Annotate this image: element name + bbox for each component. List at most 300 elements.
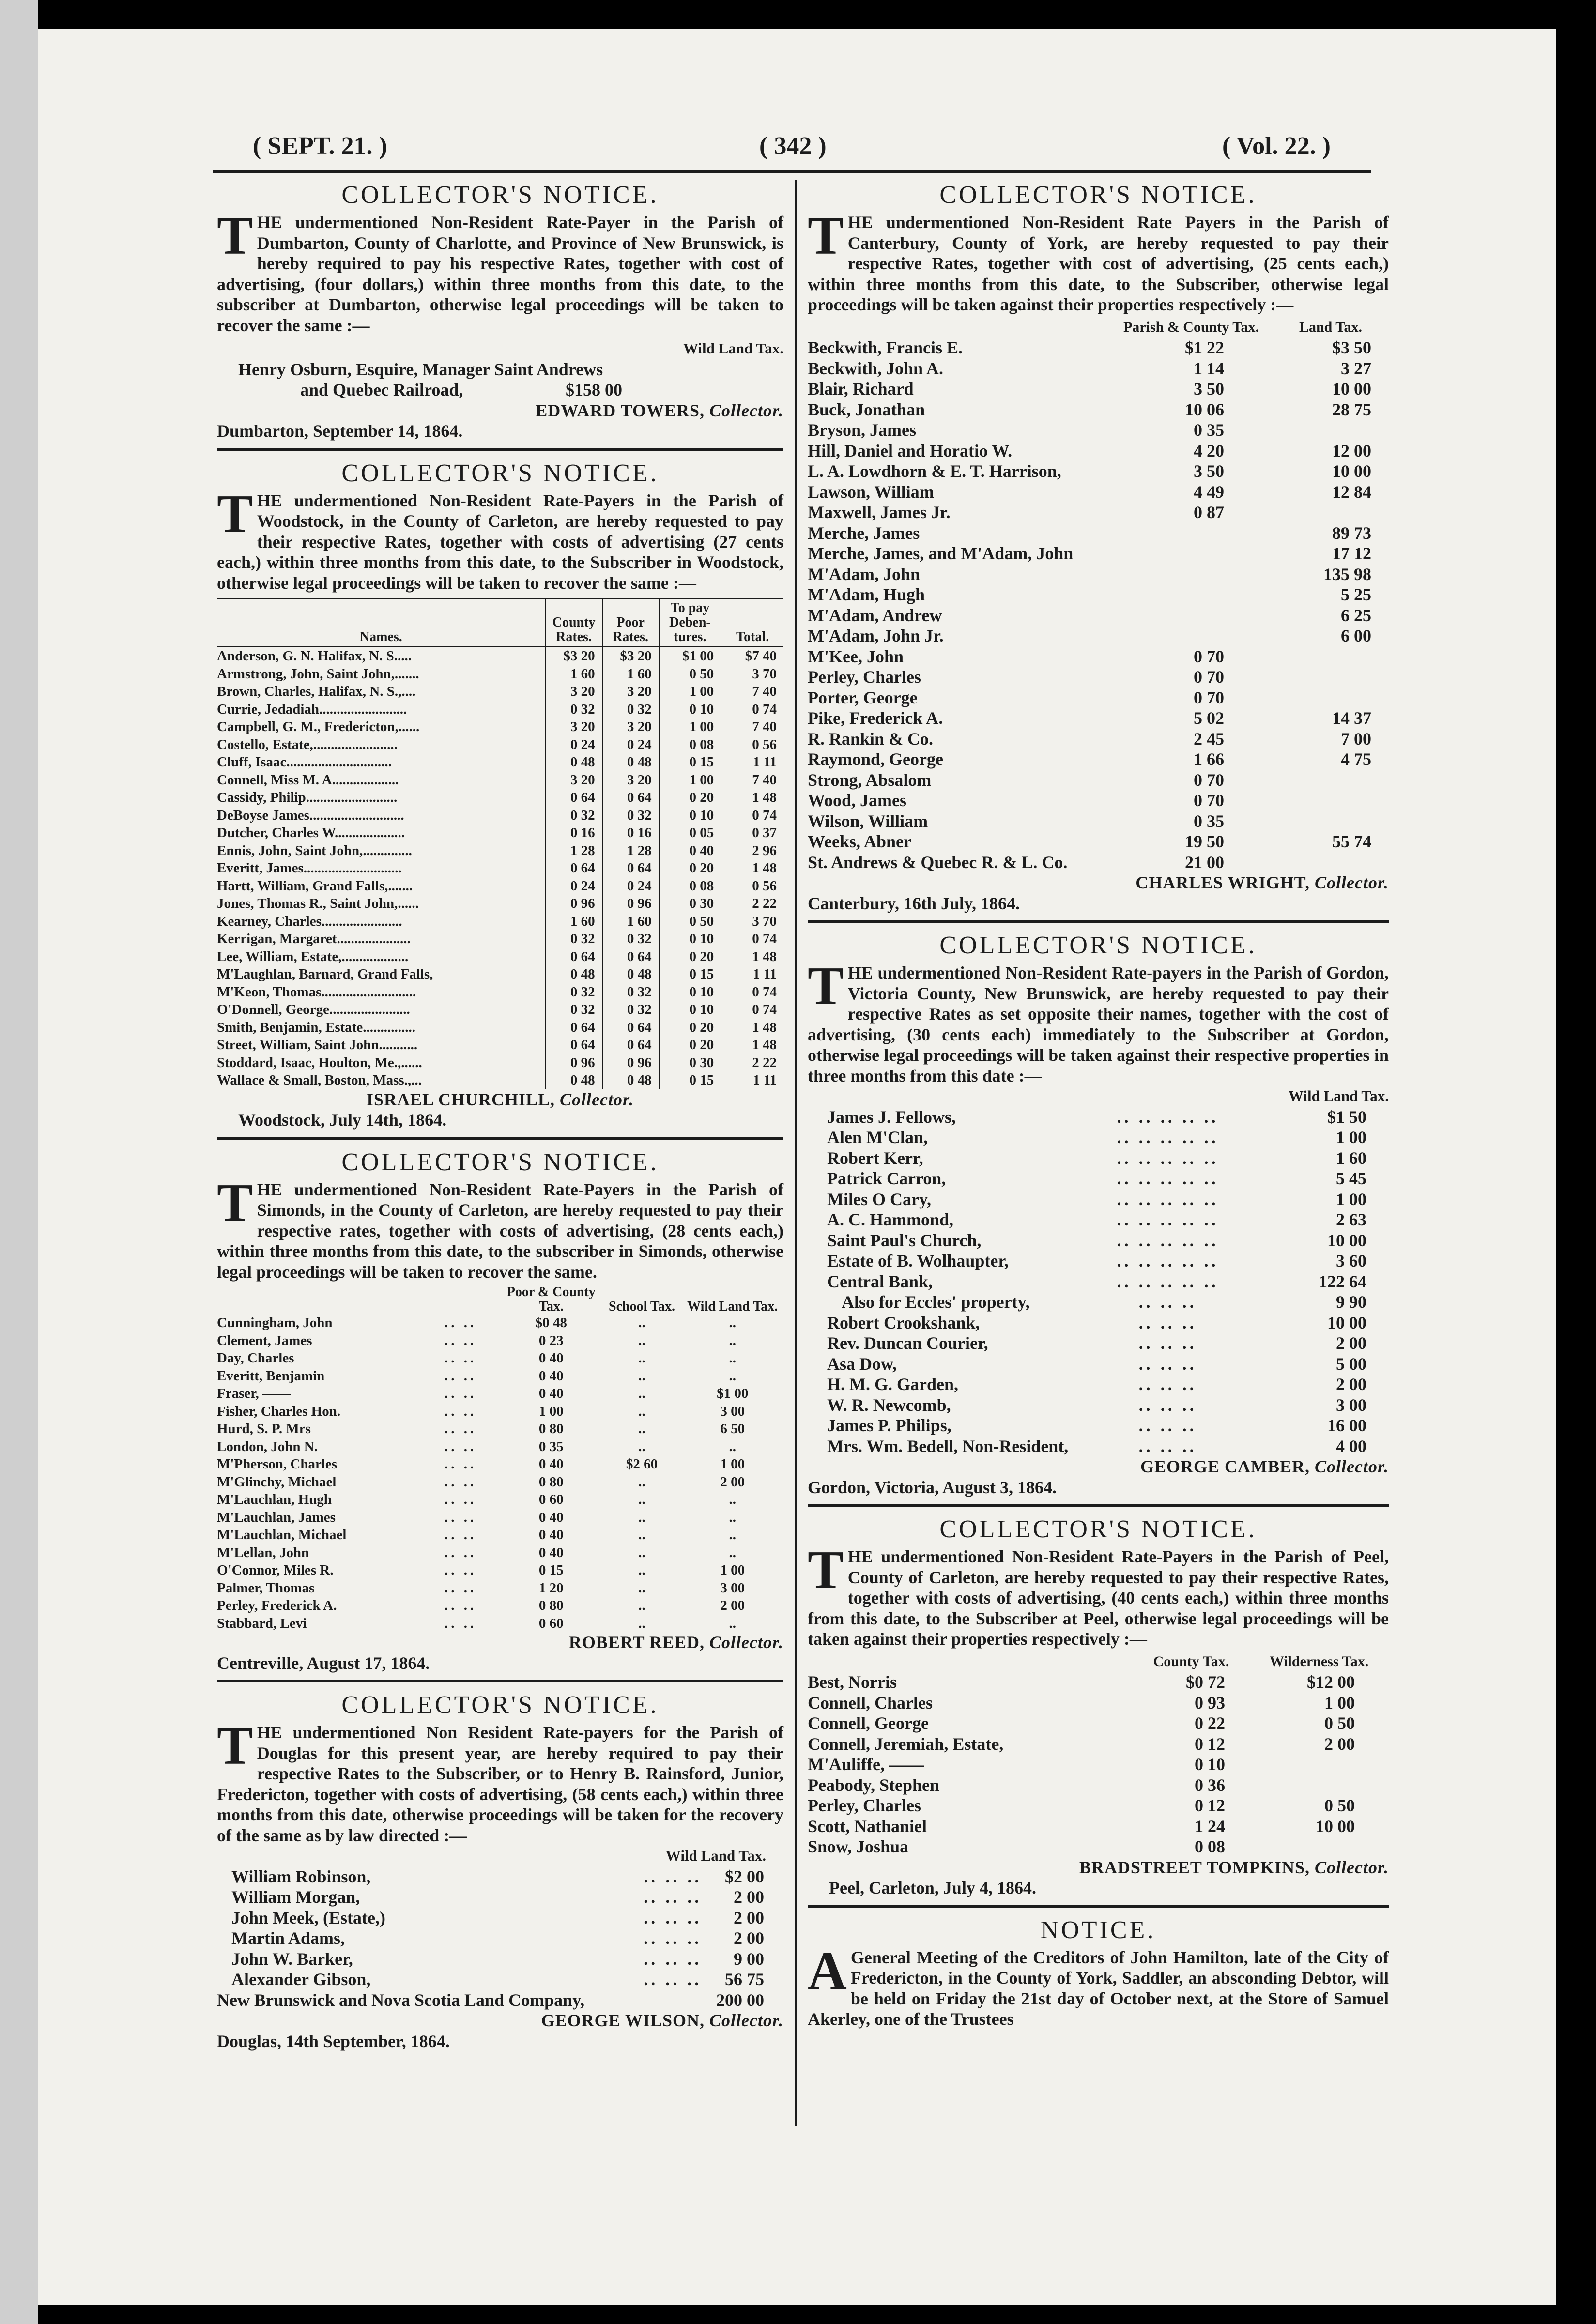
table-cell: $2 60 — [626, 1456, 658, 1472]
col-poor: Poor Rates. — [602, 598, 659, 647]
collector-title: Collector. — [1315, 1857, 1389, 1877]
table-cell: 0 64 — [602, 859, 659, 877]
table-cell: 7 40 — [752, 772, 777, 788]
table-cell: 56 75 — [725, 1970, 764, 1989]
table-cell: Blair, Richard — [808, 379, 914, 398]
table-cell: .. — [638, 1368, 645, 1384]
table-cell: $1 22 — [1185, 338, 1224, 357]
table-cell: Also for Eccles' property, — [842, 1292, 1030, 1312]
leader-dots: .. .. — [444, 1509, 477, 1525]
table-cell: 0 74 — [752, 931, 777, 947]
table-row — [808, 1693, 1389, 1713]
table-cell: 12 00 — [1332, 441, 1371, 460]
table-row — [217, 1349, 783, 1367]
table-cell: 0 50 — [659, 665, 721, 683]
table-cell: Weeks, Abner — [808, 832, 912, 851]
table-row — [217, 718, 783, 736]
collector-signature — [217, 2010, 783, 2031]
table-row — [808, 1251, 1389, 1271]
table-row — [808, 1107, 1389, 1128]
table-row — [808, 1795, 1389, 1816]
volume-number: ( Vol. 22. ) — [1222, 132, 1331, 160]
collector-title: Collector. — [1315, 1457, 1389, 1476]
leader-dots: .. .. — [444, 1421, 477, 1437]
table-cell: 0 10 — [1195, 1755, 1225, 1774]
table-cell: L. A. Lowdhorn & E. T. Harrison, — [808, 461, 1061, 481]
leader-dots: .. .. — [444, 1562, 477, 1578]
table-cell: Merche, James — [808, 523, 920, 543]
table-cell: 2 00 — [1336, 1375, 1366, 1394]
table-cell: Maxwell, James Jr. — [808, 503, 951, 522]
table-cell: M'Adam, Hugh — [808, 585, 925, 604]
table-cell: .. — [638, 1562, 645, 1578]
table-cell: 3 20 — [546, 771, 602, 789]
table-row — [808, 482, 1389, 503]
column-header: Wild Land Tax. — [683, 340, 783, 357]
leader-dots: .. .. .. — [644, 1970, 702, 1989]
table-cell: M'Keon, Thomas........................... — [217, 983, 546, 1001]
table-cell: R. Rankin & Co. — [808, 729, 934, 749]
table-cell: H. M. G. Garden, — [827, 1375, 958, 1394]
table-cell: 0 70 — [1194, 688, 1224, 707]
table-cell: 28 75 — [1332, 399, 1371, 419]
table-cell: 0 16 — [546, 824, 602, 842]
table-cell: 21 00 — [1185, 852, 1224, 872]
table-cell: 1 60 — [546, 913, 602, 931]
table-row — [217, 1332, 783, 1350]
table-row — [217, 753, 783, 771]
col-name — [808, 1651, 1133, 1672]
table-cell: Cunningham, John — [217, 1315, 333, 1330]
table-row — [808, 523, 1389, 544]
table-cell: 1 11 — [752, 1072, 777, 1088]
table-cell: 1 20 — [538, 1580, 564, 1596]
table-cell: 1 60 — [602, 913, 659, 931]
table-row — [808, 441, 1389, 461]
leader-dots: .. .. — [444, 1438, 477, 1454]
table-cell: 0 64 — [602, 1019, 659, 1037]
table-cell: 0 40 — [538, 1386, 564, 1401]
table-cell: Armstrong, John, Saint John,....... — [217, 665, 546, 683]
table-row — [808, 1374, 1389, 1395]
col-total: Total. — [721, 598, 783, 647]
table-row — [808, 1754, 1389, 1775]
table-cell: Hartt, William, Grand Falls,....... — [217, 877, 546, 895]
table-cell: 0 08 — [659, 736, 721, 754]
table-cell: .. — [729, 1527, 736, 1543]
table-cell: Stabbard, Levi — [217, 1615, 307, 1631]
table-cell: 0 30 — [659, 895, 721, 913]
table-cell: Currie, Jedadiah......................... — [217, 701, 546, 719]
table-row — [808, 1127, 1389, 1148]
separator — [808, 1905, 1389, 1908]
table-row — [217, 1908, 783, 1928]
table-cell: 3 27 — [1341, 358, 1371, 378]
table-cell: Alen M'Clan, — [827, 1128, 928, 1147]
notice-title: NOTICE. — [1040, 1916, 1156, 1944]
notice-text: HE undermentioned Non-Resident Rate-payers in the Parish of Gordon, Victoria County, New Brunswick, are hereby requested to pay their respective Rates as set opposite their names, together with the cost of advertising, (30 cents each) immediately to the Subscriber at Gordon, otherwise legal proceedings will be taken against their respective properties in three months from this date :— — [808, 963, 1389, 1086]
table-cell: $7 40 — [745, 648, 777, 664]
table-row — [808, 605, 1389, 626]
table-row — [217, 1403, 783, 1421]
table-cell: 0 12 — [1195, 1796, 1225, 1815]
table-row — [217, 1597, 783, 1615]
spacer — [639, 1990, 706, 2011]
table-cell: 0 74 — [752, 701, 777, 717]
table-cell: James J. Fellows, — [827, 1107, 956, 1127]
table-row — [808, 1230, 1389, 1251]
table-row — [808, 461, 1389, 482]
leader-dots: .. .. — [444, 1598, 477, 1613]
table-row — [808, 379, 1389, 399]
table-cell: .. — [638, 1350, 645, 1366]
table-cell: 0 35 — [1194, 811, 1224, 831]
table-cell: 4 49 — [1194, 482, 1224, 502]
table-cell: 0 24 — [602, 736, 659, 754]
table-cell: 0 60 — [538, 1615, 564, 1631]
table-cell: 0 15 — [659, 1071, 721, 1089]
table-cell: 0 32 — [602, 983, 659, 1001]
table-row — [217, 1928, 783, 1949]
collector-title: Collector. — [1315, 873, 1389, 892]
leader-dots: .. .. — [444, 1544, 477, 1560]
table-cell: 9 00 — [734, 1949, 764, 1969]
table-cell: M'Lauchlan, James — [217, 1509, 336, 1525]
notice-date: Gordon, Victoria, August 3, 1864. — [808, 1477, 1057, 1497]
table-cell: Porter, George — [808, 688, 918, 707]
table-cell: 0 40 — [659, 842, 721, 860]
table-cell: 1 48 — [752, 948, 777, 964]
page-header — [213, 132, 1370, 166]
notice-text: General Meeting of the Creditors of John Hamilton, late of the City of Fredericton, in the County of York, Saddler, an absconding Debtor, will be held on Friday the 21st day of October next, at the Store of Samuel Akerley, one of the Trustees — [808, 1947, 1389, 2029]
table-cell: 1 00 — [720, 1562, 745, 1578]
table-cell: 6 00 — [1341, 626, 1371, 645]
table-cell: .. — [638, 1386, 645, 1401]
table-cell: Beckwith, Francis E. — [808, 338, 963, 357]
table-cell — [1110, 584, 1273, 605]
table-cell: 2 00 — [1324, 1734, 1355, 1754]
table-header — [808, 317, 1389, 338]
table-cell: 0 40 — [538, 1368, 564, 1384]
table-row — [217, 895, 783, 913]
collector-name: GEORGE WILSON, — [541, 2011, 705, 2030]
table-cell: .. — [638, 1598, 645, 1613]
table-cell: Scott, Nathaniel — [808, 1816, 927, 1836]
table-cell: 0 32 — [546, 1001, 602, 1019]
table-cell: $0 48 — [535, 1315, 567, 1330]
column-header: Wild Land Tax. — [665, 1847, 766, 1864]
col-school: School Tax. — [609, 1299, 675, 1314]
table-cell: 0 30 — [659, 1054, 721, 1072]
notice-title: COLLECTOR'S NOTICE. — [341, 1691, 659, 1719]
leader-dots: .. .. — [444, 1350, 477, 1366]
notice-hamilton — [808, 1915, 1389, 2030]
table-cell: 0 87 — [1194, 503, 1224, 522]
table-cell: 7 40 — [752, 684, 777, 699]
table-cell: $3 20 — [602, 647, 659, 665]
table-cell: Bryson, James — [808, 420, 916, 440]
table-cell: .. — [729, 1509, 736, 1525]
table-cell: 14 37 — [1332, 708, 1371, 728]
leader-dots: .. .. — [444, 1386, 477, 1401]
table-cell: 3 70 — [752, 666, 777, 682]
table-cell: St. Andrews & Quebec R. & L. Co. — [808, 852, 1068, 872]
table-cell: 1 28 — [546, 842, 602, 860]
table-cell: John Meek, (Estate,) — [231, 1908, 385, 1927]
collector-title: Collector. — [709, 2011, 783, 2030]
table-row — [217, 1019, 783, 1037]
table-cell: M'Adam, Andrew — [808, 605, 942, 625]
left-column — [217, 180, 783, 2058]
table-cell: 1 60 — [1336, 1148, 1366, 1168]
entry-line — [217, 380, 783, 400]
table-cell: Jones, Thomas R., Saint John,...... — [217, 895, 546, 913]
table-cell: 2 63 — [1336, 1210, 1366, 1229]
table-cell: .. — [729, 1615, 736, 1631]
notice-body — [808, 956, 1389, 1086]
table-cell: William Robinson, — [231, 1866, 371, 1886]
table-cell: 0 64 — [546, 1019, 602, 1037]
table-cell: 0 70 — [1194, 770, 1224, 790]
table-cell: Asa Dow, — [827, 1354, 897, 1374]
table-cell: $0 72 — [1186, 1672, 1225, 1692]
leader-dots: .. .. .. .. .. — [1117, 1251, 1219, 1270]
table-cell: 135 98 — [1323, 564, 1371, 584]
leader-dots: .. .. .. — [644, 1908, 702, 1927]
table-cell: 0 15 — [538, 1562, 564, 1578]
table-cell: 17 12 — [1332, 544, 1371, 563]
leader-dots: .. .. .. — [644, 1887, 702, 1907]
table-cell: 10 00 — [1327, 1230, 1366, 1250]
leader-dots: .. .. — [444, 1403, 477, 1419]
table-cell: 5 45 — [1336, 1169, 1366, 1188]
collector-title: Collector. — [709, 400, 783, 420]
table-row — [808, 1189, 1389, 1210]
table-cell — [1110, 605, 1273, 626]
table-cell: 3 20 — [546, 718, 602, 736]
table-cell: M'Kee, John — [808, 646, 904, 666]
table-cell: 0 70 — [1194, 646, 1224, 666]
table-cell: 6 50 — [720, 1421, 745, 1437]
collector-signature — [808, 1456, 1389, 1477]
table-cell: Stoddard, Isaac, Houlton, Me.,...... — [217, 1054, 546, 1072]
leader-dots: .. .. .. — [1138, 1292, 1197, 1312]
table-cell: 0 48 — [602, 965, 659, 983]
table-row — [217, 1544, 783, 1562]
table-row — [217, 1491, 783, 1509]
table-row — [217, 842, 783, 860]
table-cell: Fraser, —— — [217, 1386, 291, 1401]
collector-name: EDWARD TOWERS, — [536, 400, 705, 420]
table-row — [217, 1615, 783, 1633]
table-cell: DeBoyse James........................... — [217, 807, 546, 825]
table-row — [217, 859, 783, 877]
table-cell: M'Glinchy, Michael — [217, 1474, 337, 1490]
col-names: Names. — [217, 598, 546, 647]
leader-dots: .. .. .. — [1138, 1416, 1197, 1435]
collector-name: GEORGE CAMBER, — [1140, 1457, 1310, 1476]
table-cell: 89 73 — [1332, 523, 1371, 543]
table-row — [808, 770, 1389, 791]
table-cell: 0 20 — [659, 948, 721, 966]
table-cell: Best, Norris — [808, 1672, 897, 1692]
table-cell: 0 64 — [602, 948, 659, 966]
col-county: County Rates. — [546, 598, 602, 647]
table-cell: 0 23 — [538, 1332, 564, 1348]
table-cell: 3 50 — [1194, 379, 1224, 398]
table-cell: William Morgan, — [231, 1887, 360, 1907]
table-cell: 0 64 — [602, 789, 659, 807]
col-wilderness: Wilderness Tax. — [1269, 1653, 1369, 1669]
table-row — [808, 1775, 1389, 1796]
table-row — [808, 646, 1389, 667]
table-cell: Palmer, Thomas — [217, 1580, 315, 1596]
table-row — [217, 983, 783, 1001]
table-cell: 0 74 — [752, 807, 777, 823]
leader-dots: .. .. — [444, 1315, 477, 1330]
table-cell: 10 00 — [1327, 1313, 1366, 1332]
notice-date: Canterbury, 16th July, 1864. — [808, 893, 1020, 913]
table-row — [217, 1866, 783, 1887]
table-cell: 2 00 — [734, 1928, 764, 1948]
table-cell: 7 00 — [1341, 729, 1371, 749]
leader-dots: .. .. .. — [1138, 1313, 1197, 1332]
table-cell: .. — [638, 1438, 645, 1454]
table-row — [808, 1836, 1389, 1857]
table-row — [217, 701, 783, 719]
table-cell: Hurd, S. P. Mrs — [217, 1421, 311, 1437]
table-cell — [1273, 420, 1389, 441]
collector-name: CHARLES WRIGHT, — [1136, 873, 1310, 892]
table-cell: Kearney, Charles....................... — [217, 913, 546, 931]
table-cell: 0 64 — [546, 1036, 602, 1054]
leader-dots: .. .. .. — [1138, 1354, 1197, 1374]
table-cell: 0 80 — [538, 1598, 564, 1613]
table-row — [217, 913, 783, 931]
table-cell: Connell, Jeremiah, Estate, — [808, 1734, 1004, 1754]
notice-body — [217, 206, 783, 336]
table-cell: 0 32 — [546, 807, 602, 825]
table-row — [808, 420, 1389, 441]
table-cell: Saint Paul's Church, — [827, 1230, 982, 1250]
col-name — [808, 317, 1110, 338]
table-row — [217, 824, 783, 842]
table-cell: 1 60 — [546, 665, 602, 683]
table-cell: 3 60 — [1336, 1251, 1366, 1270]
table-cell: 0 08 — [1195, 1837, 1225, 1856]
drop-cap: T — [217, 1716, 253, 1776]
collector-signature — [217, 400, 783, 421]
table-cell: .. — [638, 1474, 645, 1490]
table-row — [808, 1436, 1389, 1457]
notice-title: COLLECTOR'S NOTICE. — [939, 932, 1257, 959]
notice-dumbarton — [217, 180, 783, 442]
table-cell: Brown, Charles, Halifax, N. S.,.... — [217, 683, 546, 701]
table-body — [217, 1866, 783, 2011]
table-row — [217, 1438, 783, 1456]
table-cell: 0 96 — [546, 1054, 602, 1072]
table-cell: 3 70 — [752, 913, 777, 929]
notice-peel — [808, 1514, 1389, 1898]
table-row — [808, 790, 1389, 811]
table-cell: 0 32 — [546, 701, 602, 719]
table-row — [217, 665, 783, 683]
table-cell: 0 35 — [538, 1438, 564, 1454]
table-cell — [1273, 667, 1389, 688]
table-row — [217, 1314, 783, 1332]
table-row — [808, 729, 1389, 749]
rates-table — [808, 317, 1389, 873]
table-header — [808, 1651, 1389, 1672]
leader-dots: .. .. .. — [1138, 1375, 1197, 1394]
table-header — [217, 598, 783, 647]
table-cell: .. — [729, 1315, 736, 1330]
table-cell — [1249, 1836, 1389, 1857]
table-row — [808, 852, 1389, 873]
table-cell: 0 80 — [538, 1474, 564, 1490]
table-row — [808, 688, 1389, 708]
collector-title: Collector. — [709, 1633, 783, 1652]
table-cell: 0 48 — [546, 1071, 602, 1089]
leader-dots: .. .. — [444, 1474, 477, 1490]
table-cell: 55 74 — [1332, 832, 1371, 851]
table-cell — [1110, 626, 1273, 646]
table-cell: Dutcher, Charles W.................... — [217, 824, 546, 842]
table-cell: 3 00 — [720, 1403, 745, 1419]
table-cell: 10 00 — [1332, 461, 1371, 481]
table-cell — [1273, 790, 1389, 811]
notice-body — [808, 1941, 1389, 2030]
table-body — [217, 647, 783, 1089]
entry-name-cont: and Quebec Railroad, — [300, 380, 463, 399]
notice-body — [217, 1716, 783, 1846]
table-cell: 3 50 — [1194, 461, 1224, 481]
table-row — [808, 1713, 1389, 1734]
notice-title: COLLECTOR'S NOTICE. — [341, 1148, 659, 1176]
table-cell: 16 00 — [1327, 1416, 1366, 1435]
table-cell: M'Pherson, Charles — [217, 1456, 338, 1472]
table-cell: 0 37 — [752, 825, 777, 841]
leader-dots: .. .. .. — [644, 1866, 702, 1886]
drop-cap: T — [217, 484, 253, 544]
table-cell: 2 00 — [1336, 1333, 1366, 1353]
table-cell: 0 12 — [1195, 1734, 1225, 1754]
collector-name: ISRAEL CHURCHILL, — [366, 1089, 555, 1109]
collector-name: BRADSTREET TOMPKINS, — [1079, 1857, 1310, 1877]
table-row — [217, 1509, 783, 1527]
table-cell: 0 70 — [1194, 667, 1224, 687]
leader-dots: .. .. .. .. .. — [1117, 1271, 1219, 1291]
table-cell: Pike, Frederick A. — [808, 708, 943, 728]
table-cell: Kerrigan, Margaret..................... — [217, 930, 546, 948]
table-cell: .. — [638, 1492, 645, 1507]
table-cell: Raymond, George — [808, 749, 943, 769]
table-cell: 0 08 — [659, 877, 721, 895]
table-cell: 4 20 — [1194, 441, 1224, 460]
drop-cap: T — [808, 956, 844, 1016]
table-cell: Campbell, G. M., Fredericton,...... — [217, 718, 546, 736]
notice-woodstock — [217, 459, 783, 1131]
table-cell: .. — [638, 1580, 645, 1596]
notice-text: HE undermentioned Non-Resident Rate-Payers in the Parish of Woodstock, in the County of Carleton, are hereby requested to pay their respective Rates, together with costs of advertising (27 cents each,) within three months from this date, to the Subscriber in Woodstock, otherwise legal proceedings will be taken to recover the same :— — [217, 490, 783, 593]
table-row — [808, 1168, 1389, 1189]
table-cell: Hill, Daniel and Horatio W. — [808, 441, 1013, 460]
table-cell: 1 00 — [659, 683, 721, 701]
table-cell: 1 00 — [1336, 1189, 1366, 1209]
separator — [808, 920, 1389, 923]
table-cell: 0 24 — [546, 877, 602, 895]
table-cell: Lee, William, Estate,................... — [217, 948, 546, 966]
